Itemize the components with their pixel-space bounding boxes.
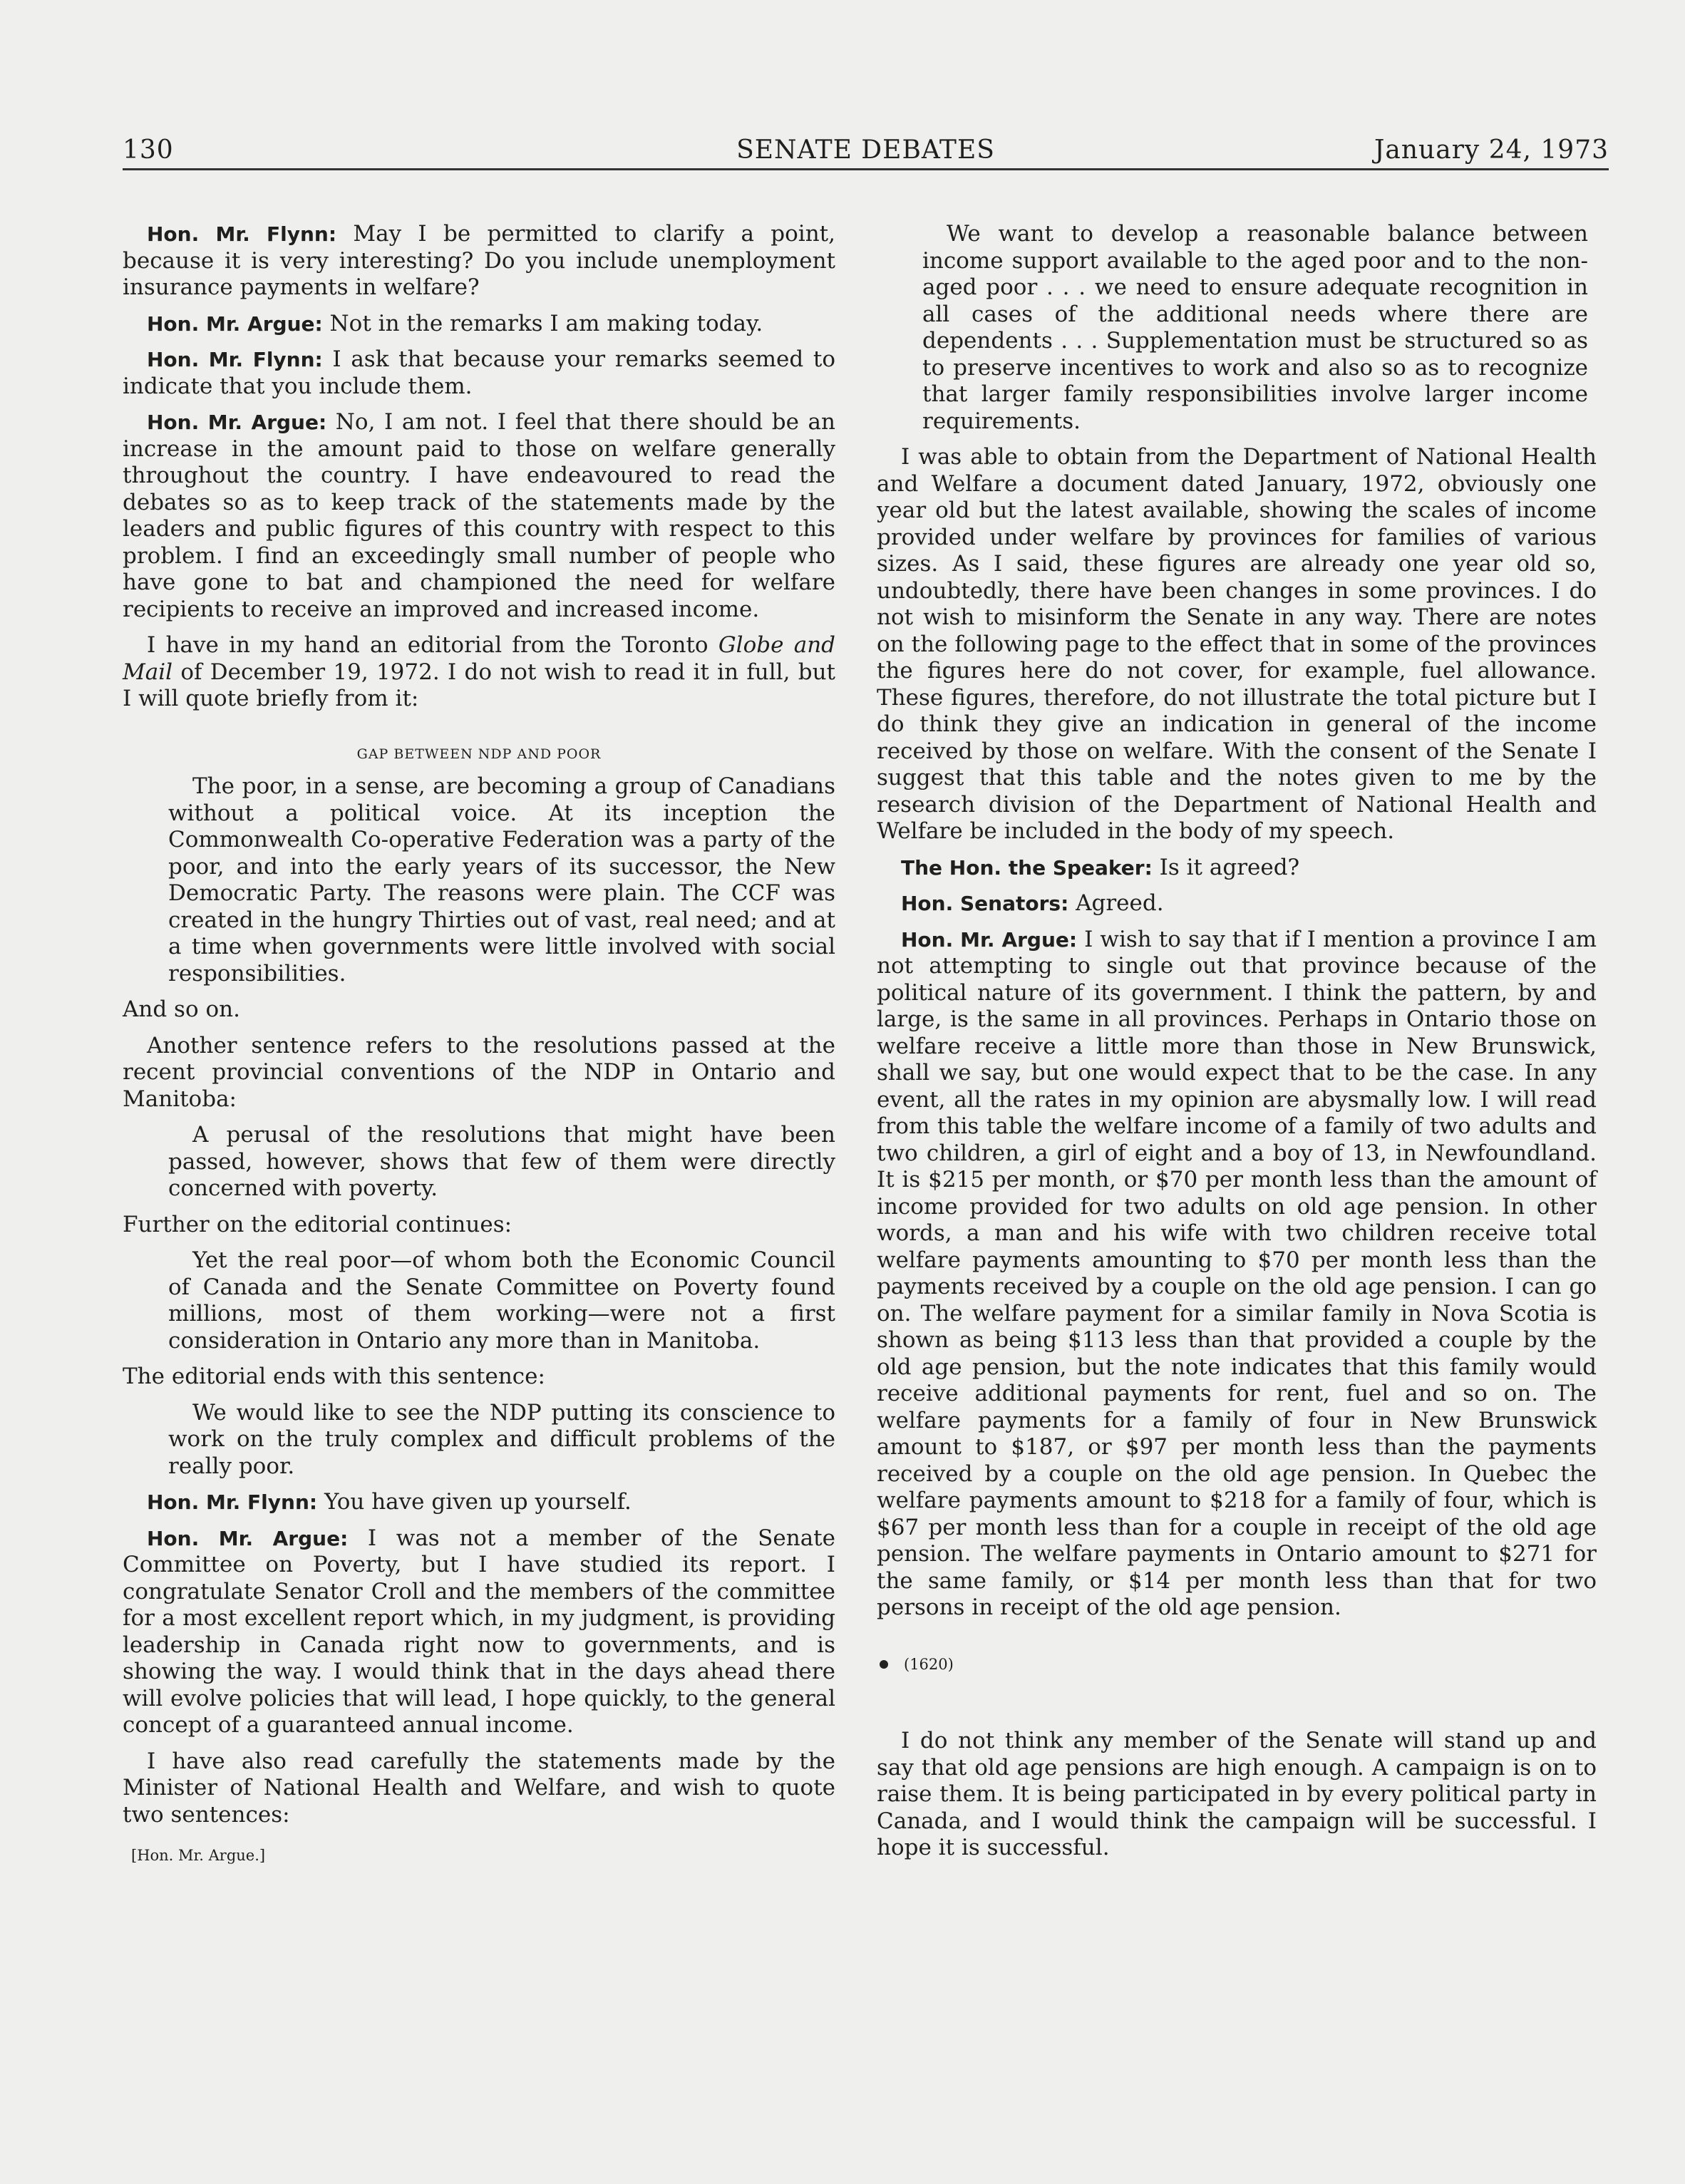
paragraph: I do not think any member of the Senate will stand up and say that old age pensions are high enough. A campaign is on to raise them. It is being participated in by every political party in Canada, and I would think the campaign will be successful. I hope it is successful. <box>877 1728 1597 1860</box>
speech-text: Not in the remarks I am making today. <box>322 310 763 336</box>
paragraph <box>123 311 835 338</box>
newspaper-title: Globe and Mail <box>123 632 835 685</box>
paragraph: Another sentence refers to the resolutions passed at the recent provincial conventions of the NDP in Ontario and Manitoba: <box>123 1032 835 1112</box>
timestamp-marker <box>877 1652 1597 1679</box>
bullet-icon <box>880 1660 888 1669</box>
left-column <box>123 221 835 1870</box>
speech-text: No, I am not. I feel that there should be an increase in the amount paid to those on welfare generally throughout the country. I have endeavoured to read the debates so as to keep track of the statements made by the leaders and public figures of this country with respect to this problem. I find an exceedingly small number of people who have gone to bat and championed the need for welfare recipients to receive an improved and increased income. <box>123 409 835 622</box>
paragraph: I was able to obtain from the Department of National Health and Welfare a document dated January, 1972, obviously one year old but the latest available, showing the scales of income provided under welfare by provinces for families of various sizes. As I said, these figures are already one year old so, undoubtedly, there have been changes in some provinces. I do not wish to misinform the Senate in any way. There are notes on the following page to the effect that in some of the provinces the figures here do not cover, for example, fuel allowance. These figures, therefore, do not illustrate the total picture but I do think they give an indication in general of the income received by those on welfare. With the consent of the Senate I suggest that this table and the notes given to me by the research division of the Department of National Health and Welfare be included in the body of my speech. <box>877 444 1597 844</box>
paragraph <box>123 1525 835 1739</box>
paragraph: I have also read carefully the statements made by the Minister of National Health and Welfare, and wish to quote two sentences: <box>123 1748 835 1828</box>
block-quote: A perusal of the resolutions that might have been passed, however, shows that few of them were directly concerned with poverty. <box>168 1122 835 1201</box>
speech-text: Agreed. <box>1068 890 1164 916</box>
page-number: 130 <box>123 135 174 165</box>
speech-text: I have in my hand an editorial from the Toronto <box>147 632 718 658</box>
speaker-label: Hon. Mr. Flynn: <box>147 1490 318 1514</box>
speaker-label: Hon. Mr. Flynn: <box>147 222 337 246</box>
speech-text: You have given up yourself. <box>317 1489 632 1515</box>
block-quote: The poor, in a sense, are becoming a group of Canadians without a political voice. At its inception the Commonwealth Co-operative Federation was a party of the poor, and into the early years of its successor, the New Democratic Party. The reasons were plain. The CCF was created in the hungry Thirties out of vast, real need; and at a time when governments were little involved with social responsibilities. <box>168 773 835 987</box>
block-quote: Yet the real poor—of whom both the Economic Council of Canada and the Senate Committee on Poverty found millions, most of them working—were not a first consideration in Ontario any more than in Manitoba. <box>168 1247 835 1354</box>
speech-text: I was not a member of the Senate Committee on Poverty, but I have studied its report. I congratulate Senator Croll and the members of the committee for a most excellent report which, in my judgment, is providing leadership in Canada right now to governments, and is showing the way. I would think that in the days ahead there will evolve policies that will lead, I hope quickly, to the general concept of a guaranteed annual income. <box>123 1525 835 1738</box>
paragraph: The editorial ends with this sentence: <box>123 1364 545 1389</box>
paragraph <box>877 855 1597 882</box>
speaker-label: The Hon. the Speaker: <box>901 855 1153 880</box>
paragraph: Further on the editorial continues: <box>123 1211 512 1237</box>
timestamp: (1620) <box>904 1655 954 1673</box>
speech-text: I wish to say that if I mention a province I am not attempting to single out that province because of the political nature of its government. I think the pattern, by and large, is the same in all provinces. Perhaps in Ontario those on welfare receive a little more than those in New Brunswick, shall we say, but one would expect that to be the case. In any event, all the rates in my opinion are abysmally low. I will read from this table the welfare income of a family of two adults and two children, a girl of eight and a boy of 13, in Newfoundland. It is $215 per month, or $70 per month less than the amount of income provided for two adults on old age pension. In other words, a man and his wife with two children receive total welfare payments amounting to $70 per month less than the payments received by a couple on the old age pension. I can go on. The welfare payment for a similar family in Nova Scotia is shown as being $113 less than that provided a couple by the old age pension, but the note indicates that this family would receive additional payments for rent, fuel and so on. The welfare payments for a family of four in New Brunswick amount to $187, or $97 per month less than the payments received by a couple on the old age pension. In Quebec the welfare payments amount to $218 for a family of four, which is $67 per month less than for a couple in receipt of the old age pension. The welfare payments in Ontario amount to $271 for the same family, or $14 per month less than that for two persons in receipt of the old age pension. <box>877 926 1597 1620</box>
publication-title: SENATE DEBATES <box>736 135 995 165</box>
page-date: January 24, 1973 <box>1374 135 1609 165</box>
speaker-label: Hon. Senators: <box>901 892 1069 915</box>
speaker-label: Hon. Mr. Argue: <box>901 927 1078 952</box>
paragraph <box>877 927 1597 1622</box>
speaker-label: Hon. Mr. Argue: <box>147 311 323 336</box>
speech-text: I ask that because your remarks seemed to indicate that you include them. <box>123 346 835 399</box>
speaker-label: Hon. Mr. Argue: <box>147 1526 349 1550</box>
speech-text: May I be permitted to clarify a point, because it is very interesting? Do you include unemployment insurance payments in welfare? <box>123 221 835 300</box>
speaker-label: Hon. Mr. Flynn: <box>147 348 323 371</box>
right-column <box>877 221 1597 1871</box>
paragraph <box>123 1489 835 1516</box>
paragraph <box>123 346 835 400</box>
paragraph <box>123 221 835 302</box>
quote-heading: GAP BETWEEN NDP AND POOR <box>356 746 602 762</box>
paragraph <box>123 632 835 713</box>
speaker-citation: [Hon. Mr. Argue.] <box>131 1847 266 1864</box>
page-header <box>123 133 1609 170</box>
block-quote: We want to develop a reasonable balance between income support available to the aged poor and to the non-aged poor . . . we need to ensure adequate recognition in all cases of the additional needs where there are dependents . . . Supplementation must be structured so as to preserve incentives to work and also so as to recognize that larger family responsibilities involve larger income requirements. <box>922 221 1588 434</box>
paragraph <box>877 890 1597 917</box>
paragraph <box>123 409 835 623</box>
speech-text: Is it agreed? <box>1152 854 1300 880</box>
speech-text: of December 19, 1972. I do not wish to read it in full, but I will quote briefly from it: <box>123 659 835 711</box>
block-quote: We would like to see the NDP putting its conscience to work on the truly complex and difficult problems of the really poor. <box>168 1399 835 1479</box>
speaker-label: Hon. Mr. Argue: <box>147 411 327 434</box>
paragraph: And so on. <box>123 996 240 1022</box>
